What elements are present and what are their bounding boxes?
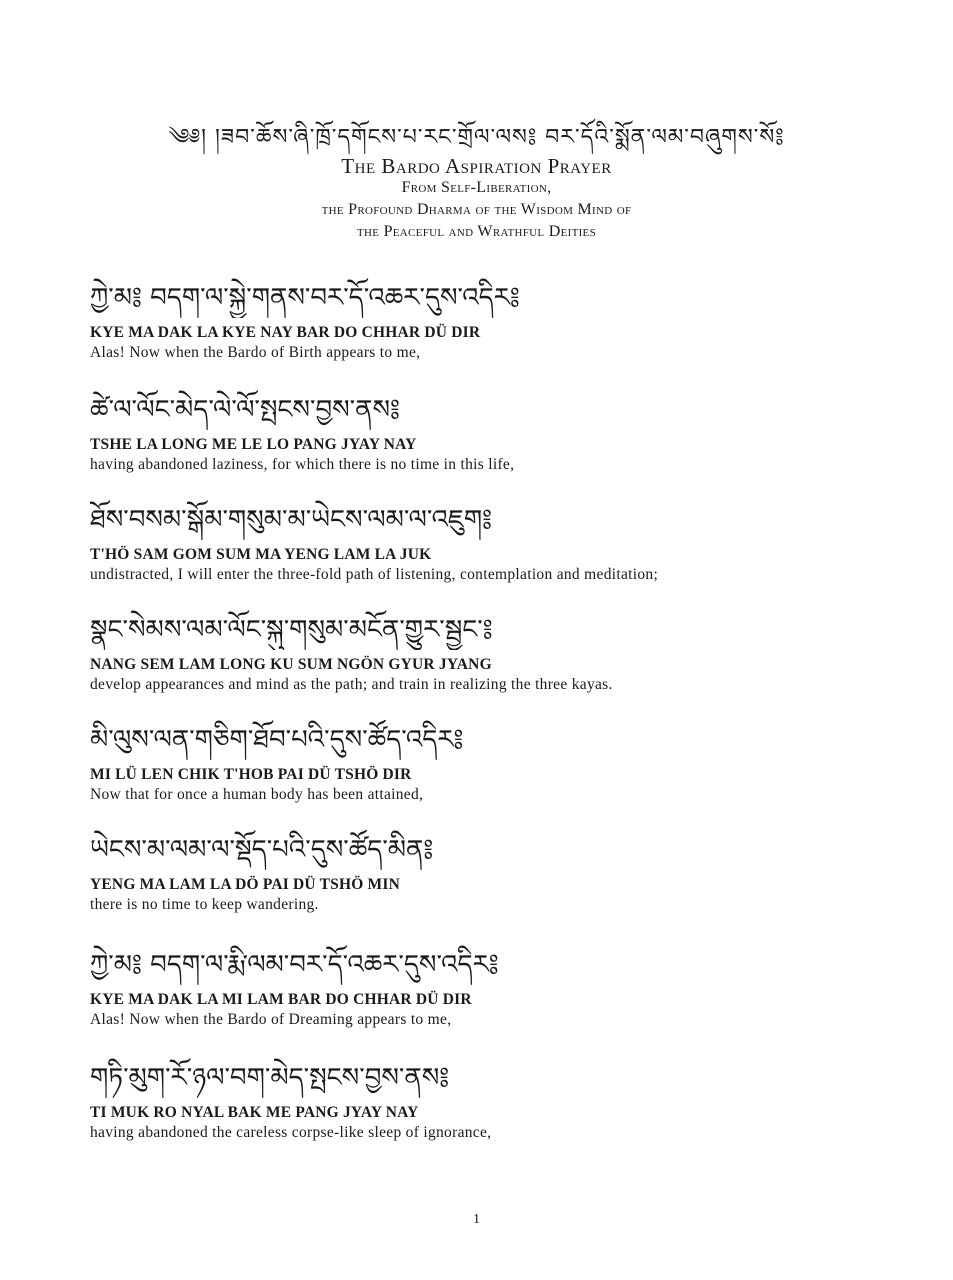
verse-transliteration: TI MUK RO NYAL BAK ME PANG JYAY NAY [90, 1104, 419, 1121]
verse-tibetan: སྣང་སེམས་ལམ་ལོང་སྐུ་གསུམ་མངོན་གྱུར་སྦྱང་༔ [90, 615, 493, 645]
verse-tibetan: ཐོས་བསམ་སྒོམ་གསུམ་མ་ཡེངས་ལམ་ལ་འཇུག༔ [90, 505, 493, 535]
verse-transliteration: TSHE LA LONG ME LE LO PANG JYAY NAY [90, 436, 417, 453]
verse-transliteration: YENG MA LAM LA DÖ PAI DÜ TSHÖ MIN [90, 876, 401, 893]
header-tibetan-title: ༄༅། །ཟབ་ཆོས་ཞི་ཁྲོ་དགོངས་པ་རང་གྲོལ་ལས༔ བར་དོའི་སྨོན་ལམ་བཞུགས་སོ༔ [168, 125, 785, 150]
subtitle-line-2: the Profound Dharma of the Wisdom Mind of [321, 201, 632, 218]
verse-6 [90, 830, 870, 915]
verse-english: develop appearances and mind as the path; and train in realizing the three kayas. [90, 676, 613, 693]
verse-tibetan: ཚེ་ལ་ལོང་མེད་ལེ་ལོ་སྤངས་བྱས་ནས༔ [90, 395, 400, 425]
subtitle-line-3: the Peaceful and Wrathful Deities [357, 223, 596, 240]
verse-tibetan: ཀྱེ་མ༔ བདག་ལ་རྨི་ལམ་བར་དོ་འཆར་དུས་འདིར༔ [90, 950, 499, 980]
verse-transliteration: NANG SEM LAM LONG KU SUM NGÖN GYUR JYANG [90, 656, 492, 673]
verse-1 [90, 278, 870, 363]
verse-transliteration: KYE MA DAK LA KYE NAY BAR DO CHHAR DÜ DIR [90, 324, 481, 341]
verse-tibetan: མི་ལུས་ལན་གཅིག་ཐོབ་པའི་དུས་ཚོད་འདིར༔ [90, 725, 464, 755]
verse-7 [90, 945, 870, 1030]
verse-transliteration: MI LÜ LEN CHIK T'HOB PAI DÜ TSHÖ DIR [90, 766, 412, 783]
page-title: The Bardo Aspiration Prayer [341, 154, 612, 178]
verse-2 [90, 390, 870, 475]
verse-5 [90, 720, 870, 805]
verse-8 [90, 1058, 870, 1143]
verse-transliteration: KYE MA DAK LA MI LAM BAR DO CHHAR DÜ DIR [90, 991, 472, 1008]
verse-3 [90, 500, 870, 585]
verse-english: having abandoned the careless corpse-like sleep of ignorance, [90, 1124, 492, 1141]
subtitle-line-1: From Self-Liberation, [401, 179, 552, 196]
verse-english: having abandoned laziness, for which there is no time in this life, [90, 456, 515, 473]
verse-tibetan: ཡེངས་མ་ལམ་ལ་སྡོད་པའི་དུས་ཚོད་མིན༔ [90, 835, 434, 865]
title-block [0, 155, 953, 243]
verse-transliteration: T'HÖ SAM GOM SUM MA YENG LAM LA JUK [90, 546, 432, 563]
verse-english: there is no time to keep wandering. [90, 896, 319, 913]
verse-english: Alas! Now when the Bardo of Dreaming appears to me, [90, 1011, 452, 1028]
verse-english: undistracted, I will enter the three-fold path of listening, contemplation and meditation; [90, 566, 659, 583]
page-number: 1 [473, 1212, 480, 1227]
verse-tibetan: གཏི་མུག་རོ་ཉལ་བག་མེད་སྤངས་བྱས་ནས༔ [90, 1063, 450, 1093]
verse-english: Alas! Now when the Bardo of Birth appears to me, [90, 344, 421, 361]
verse-4 [90, 610, 870, 695]
verse-tibetan: ཀྱེ་མ༔ བདག་ལ་སྐྱེ་གནས་བར་དོ་འཆར་དུས་འདིར༔ [90, 283, 520, 313]
verse-english: Now that for once a human body has been attained, [90, 786, 424, 803]
